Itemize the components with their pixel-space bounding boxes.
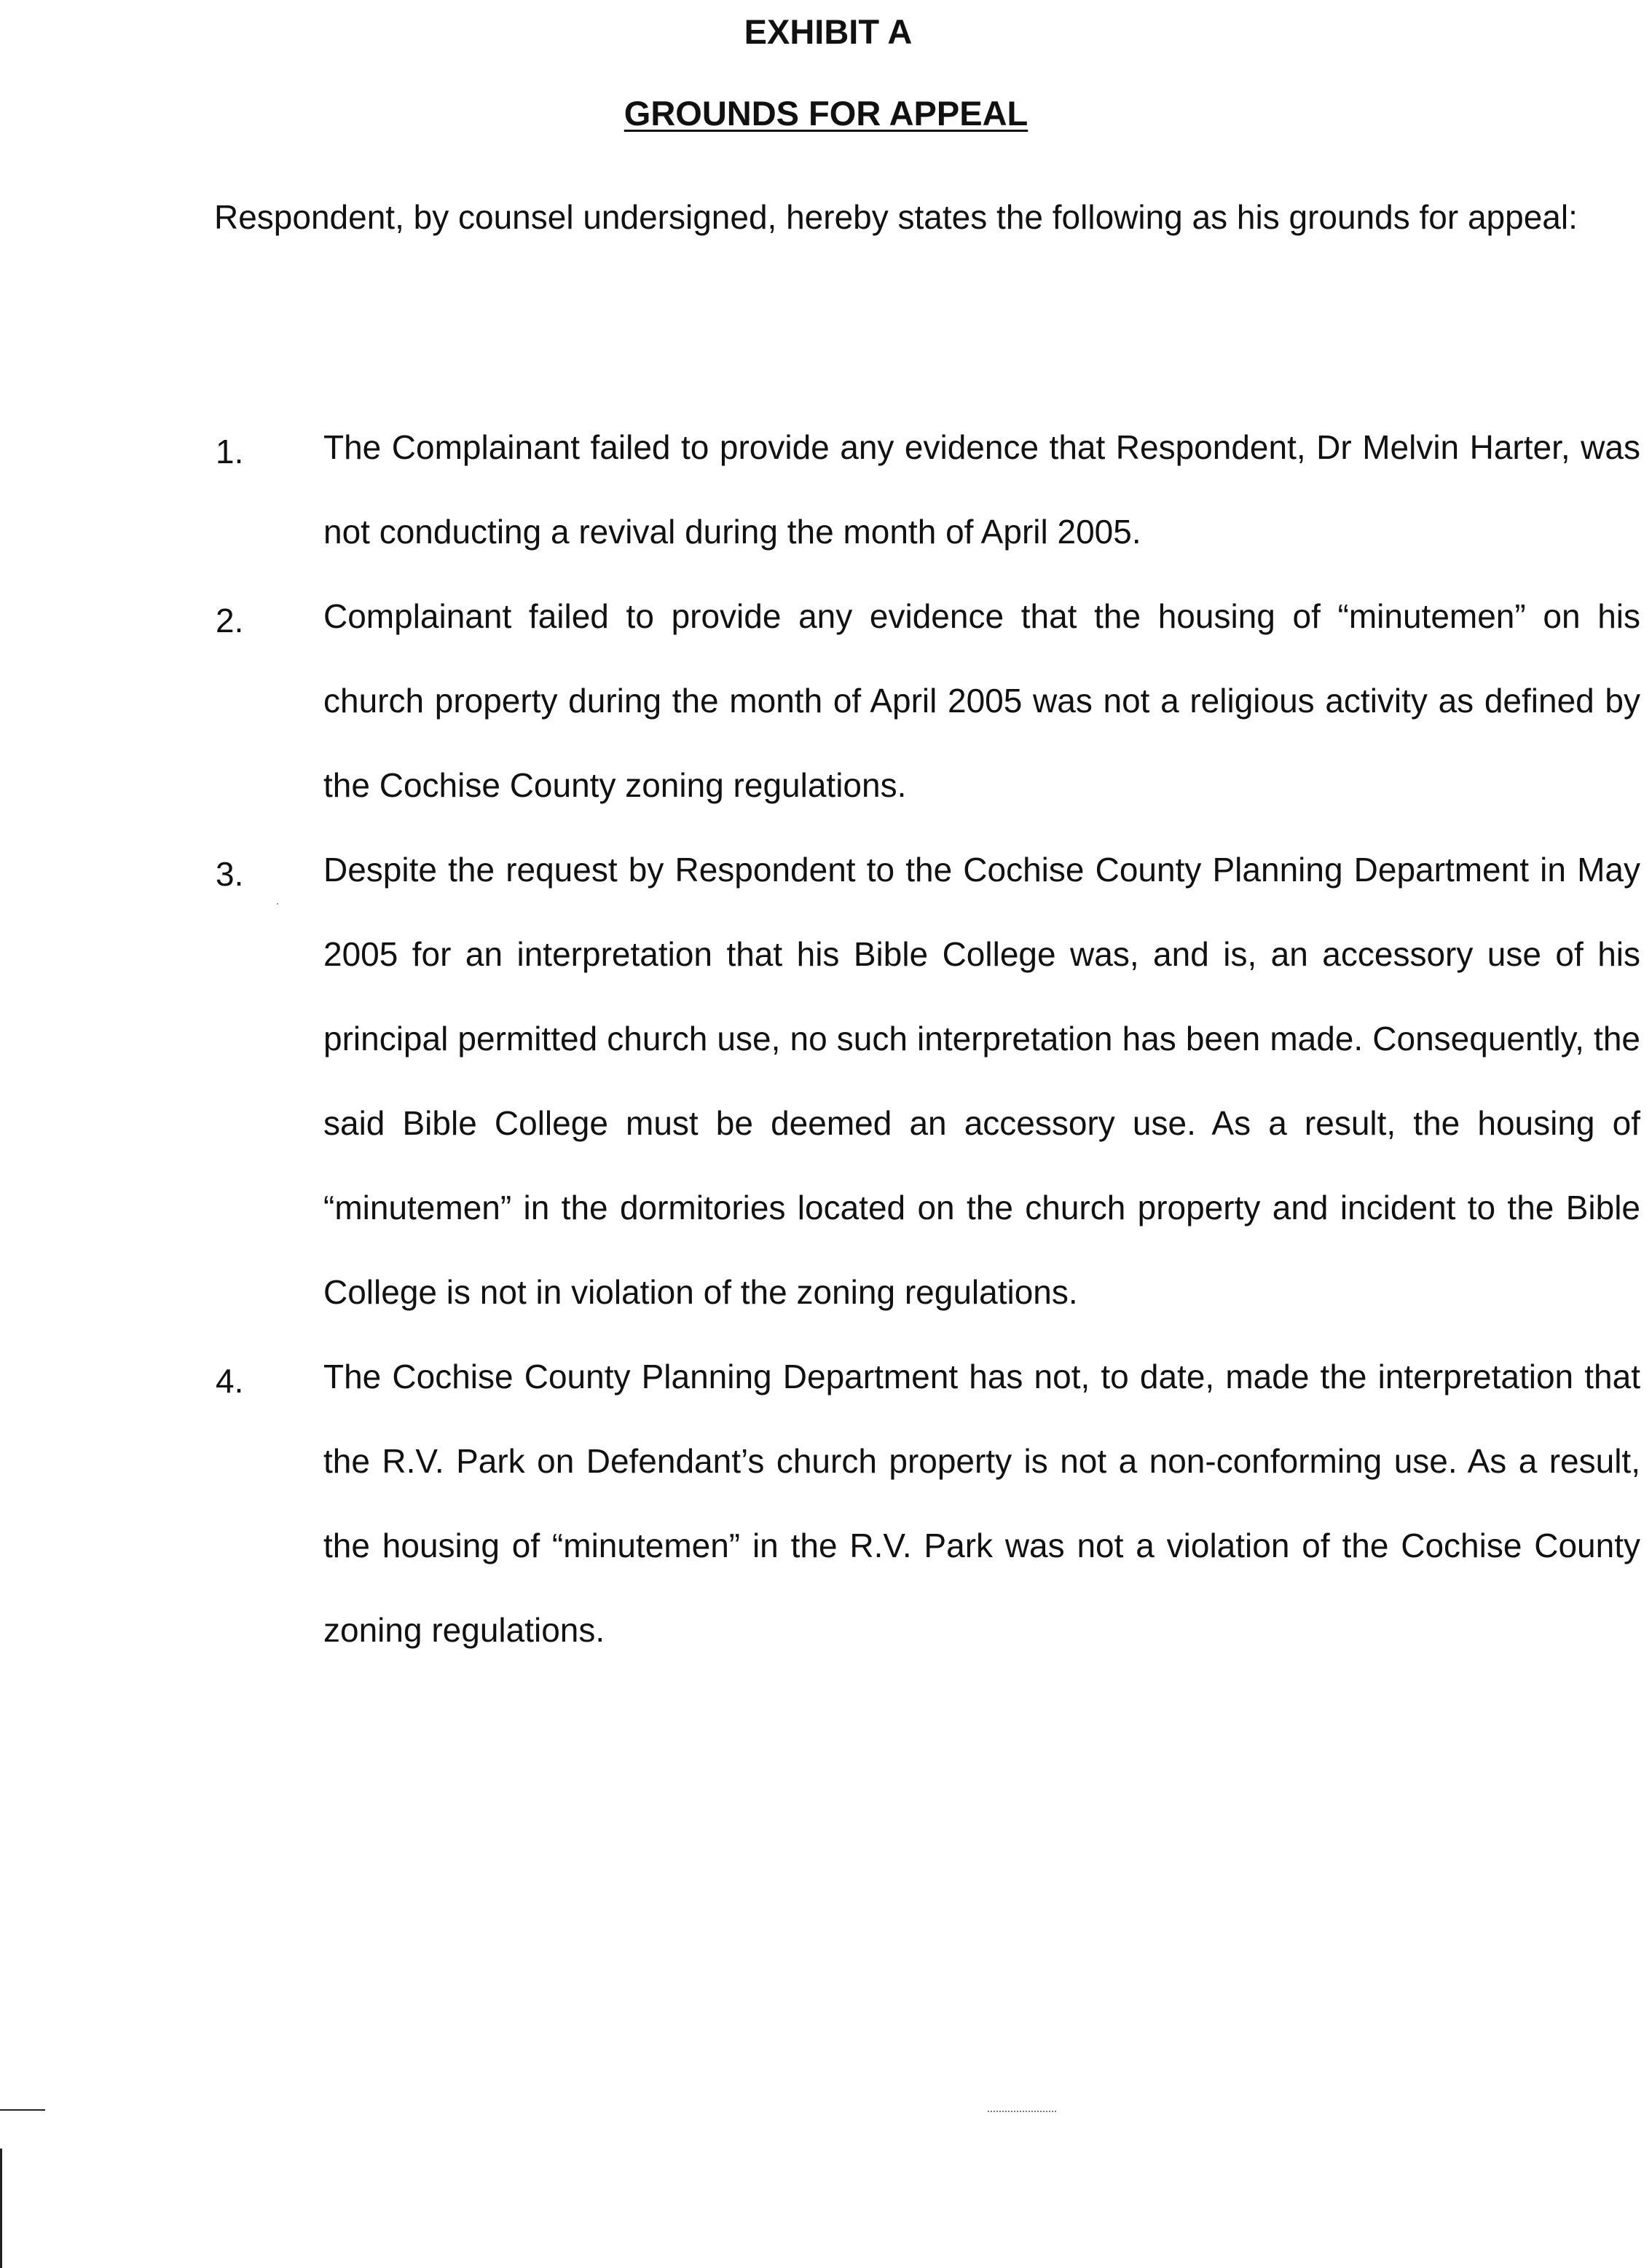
grounds-heading xyxy=(0,93,1652,134)
ground-text: Complainant failed to provide any evidence that the housing of “minutemen” on his church property during the month of April 2005 was not a religious activity as defined by the Cochise County zoning regulations. xyxy=(323,597,1640,804)
grounds-list xyxy=(0,405,1652,1672)
exhibit-title xyxy=(0,12,1652,52)
margin-rule-vertical xyxy=(0,2149,2,2268)
ground-item-2 xyxy=(0,574,1652,827)
ground-number: 1. xyxy=(216,433,244,470)
ground-text: Despite the request by Respondent to the Cochise County Planning Department in May 2005 for an interpretation that his Bible College was, and is, an accessory use of his principal permitted church use, no such interpretation has been made. Consequently, the said Bible College must be deemed an accessory use. As a result, the housing of “minutemen” in the dormitories located on the church property and incident to the Bible College is not in violation of the zoning regulations. xyxy=(323,851,1640,1311)
ground-item-3 xyxy=(0,827,1652,1334)
ground-number: 4. xyxy=(216,1362,244,1400)
ground-number: 2. xyxy=(216,602,244,639)
ground-text: The Cochise County Planning Department has not, to date, made the interpretation that the R.V. Park on Defendant’s church property is not a non-conforming use. As a result, the housing of “minutemen” in the R.V. Park was not a violation of the Cochise County zoning regulations. xyxy=(323,1358,1640,1649)
scan-artifact-dots xyxy=(988,2111,1056,2112)
margin-rule-horizontal xyxy=(0,2109,45,2111)
ground-item-1 xyxy=(0,405,1652,574)
intro-paragraph: Respondent, by counsel undersigned, hereby states the following as his grounds for appeal: xyxy=(214,198,1578,236)
ground-item-4 xyxy=(0,1334,1652,1672)
ground-number: 3. xyxy=(216,855,244,893)
grounds-heading-text: GROUNDS FOR APPEAL xyxy=(624,94,1028,133)
scan-speck xyxy=(277,903,278,905)
ground-text: The Complainant failed to provide any evidence that Respondent, Dr Melvin Harter, was not conducting a revival during the month of April 2005. xyxy=(323,428,1640,551)
exhibit-title-text: EXHIBIT A xyxy=(744,12,913,51)
